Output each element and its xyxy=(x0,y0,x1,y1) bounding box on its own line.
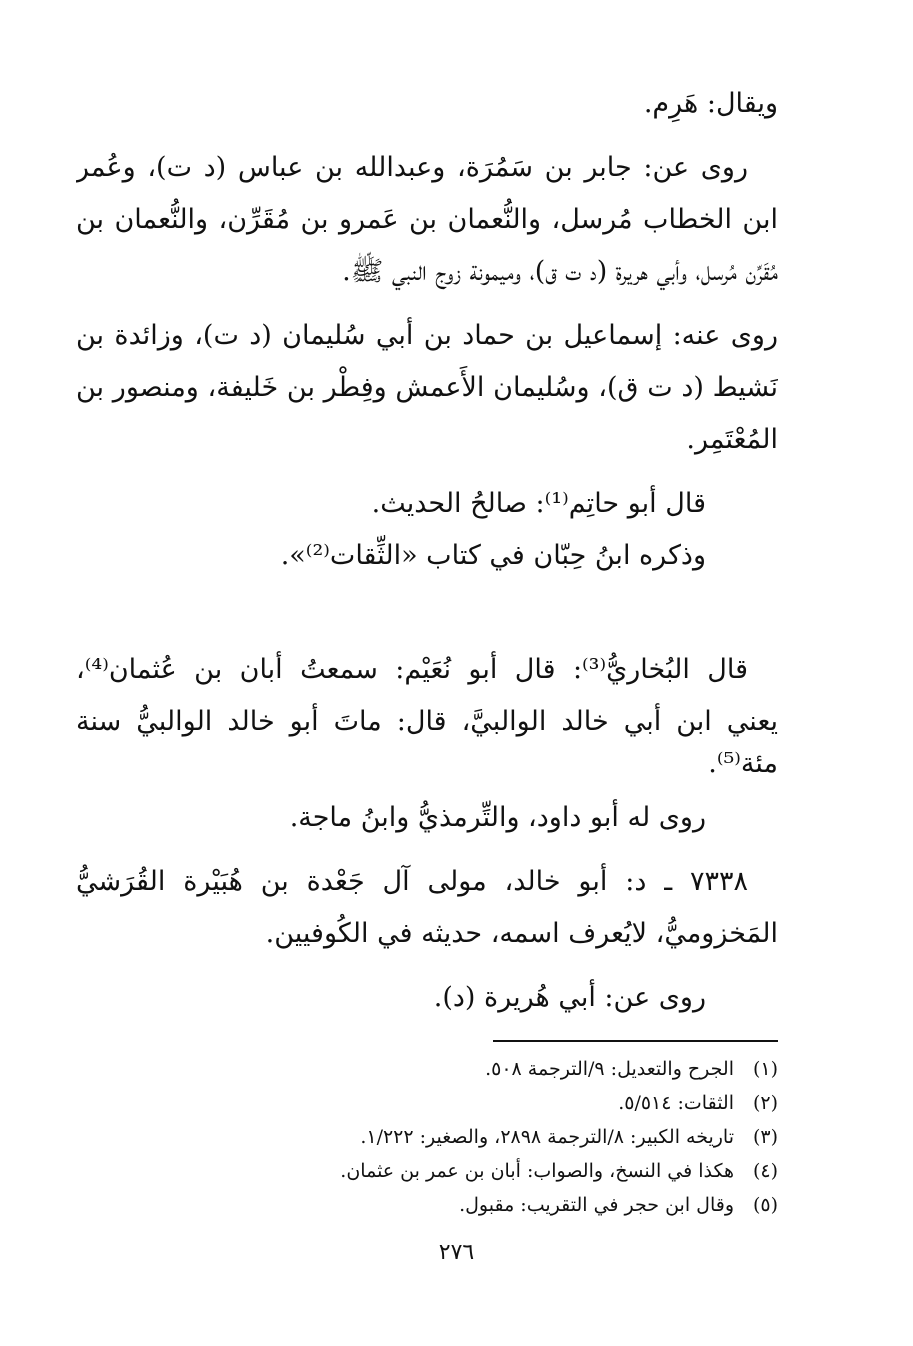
text-line: وذكره ابنُ حِبّان في كتاب «الثِّقات⁽²⁾». xyxy=(280,540,706,571)
text-line: المَخزوميُّ، لايُعرف اسمه، حديثه في الكُوفيين. xyxy=(265,918,778,949)
paragraph-alias xyxy=(76,78,778,130)
paragraph-gradings xyxy=(76,478,778,582)
text-line: قال أبو حاتِم⁽¹⁾: صالحُ الحديث. xyxy=(371,488,706,519)
text-line: المُعْتَمِر. xyxy=(686,424,778,455)
footnote-number: (٥) xyxy=(752,1194,778,1216)
text-line: يعني ابن أبي خالد الوالبيَّ، قال: ماتَ أبو خالد الوالبيُّ سنة xyxy=(76,706,778,737)
text-line: قال البُخاريُّ⁽³⁾: قال أبو نُعَيْم: سمعتُ أبان بن عُثمان⁽⁴⁾، xyxy=(76,654,748,685)
paragraph-bukhari xyxy=(76,644,778,780)
footnote-divider xyxy=(493,1040,778,1042)
footnote-5 xyxy=(218,1188,778,1222)
footnote-text: هكذا في النسخ، والصواب: أبان بن عمر بن عثمان. xyxy=(340,1160,734,1182)
text-line: روى عنه: إسماعيل بن حماد بن أبي سُليمان (د ت)، وزائدة بن xyxy=(76,320,778,351)
text-line: روى عن: أبي هُريرة (د). xyxy=(433,982,706,1013)
paragraph-entry-narrated-from xyxy=(76,972,778,1024)
footnotes xyxy=(218,1052,778,1222)
paragraph-narrated-by-books xyxy=(76,792,778,844)
footnote-text: تاريخه الكبير: ٨/الترجمة ٢٨٩٨، والصغير: ١/٢٢٢. xyxy=(360,1126,734,1148)
text-line: ٧٣٣٨ ـ د: أبو خالد، مولى آل جَعْدة بن هُبَيْرة القُرَشيُّ xyxy=(76,866,748,897)
footnote-2 xyxy=(218,1086,778,1120)
entry-7338 xyxy=(76,856,778,960)
footnote-number: (٣) xyxy=(752,1126,778,1148)
text-line: ويقال: هَرِم. xyxy=(643,88,778,119)
text-line: روى عن: جابر بن سَمُرَة، وعبدالله بن عباس (د ت)، وعُمر xyxy=(76,152,748,183)
footnote-text: الثقات: ٥/٥١٤. xyxy=(618,1092,734,1114)
footnote-text: وقال ابن حجر في التقريب: مقبول. xyxy=(459,1194,734,1216)
text-line: ابن الخطاب مُرسل، والنُّعمان بن عَمرو بن مُقَرِّن، والنُّعمان بن xyxy=(76,204,778,235)
text-line: نَشيط (د ت ق)، وسُليمان الأَعمش وفِطْر بن خَليفة، ومنصور بن xyxy=(76,372,778,403)
text-line: مئة⁽⁵⁾. xyxy=(708,748,778,779)
footnote-3 xyxy=(218,1120,778,1154)
footnote-4 xyxy=(218,1154,778,1188)
paragraph-narrated-from xyxy=(76,142,778,298)
footnote-number: (١) xyxy=(752,1058,778,1080)
page-number: ٢٧٦ xyxy=(438,1240,475,1265)
main-text xyxy=(76,78,778,1036)
text-line: مُقَرِّن مُرسل، وأبي هريرة (د ت ق)، وميمونة زوج النبي ﷺ. xyxy=(342,256,778,287)
footnote-number: (٤) xyxy=(752,1160,778,1182)
footnote-number: (٢) xyxy=(752,1092,778,1114)
text-line: روى له أبو داود، والتِّرمذيُّ وابنُ ماجة. xyxy=(289,802,706,833)
footnote-1 xyxy=(218,1052,778,1086)
paragraph-narrated-by xyxy=(76,310,778,466)
footnote-text: الجرح والتعديل: ٩/الترجمة ٥٠٨. xyxy=(485,1058,734,1080)
